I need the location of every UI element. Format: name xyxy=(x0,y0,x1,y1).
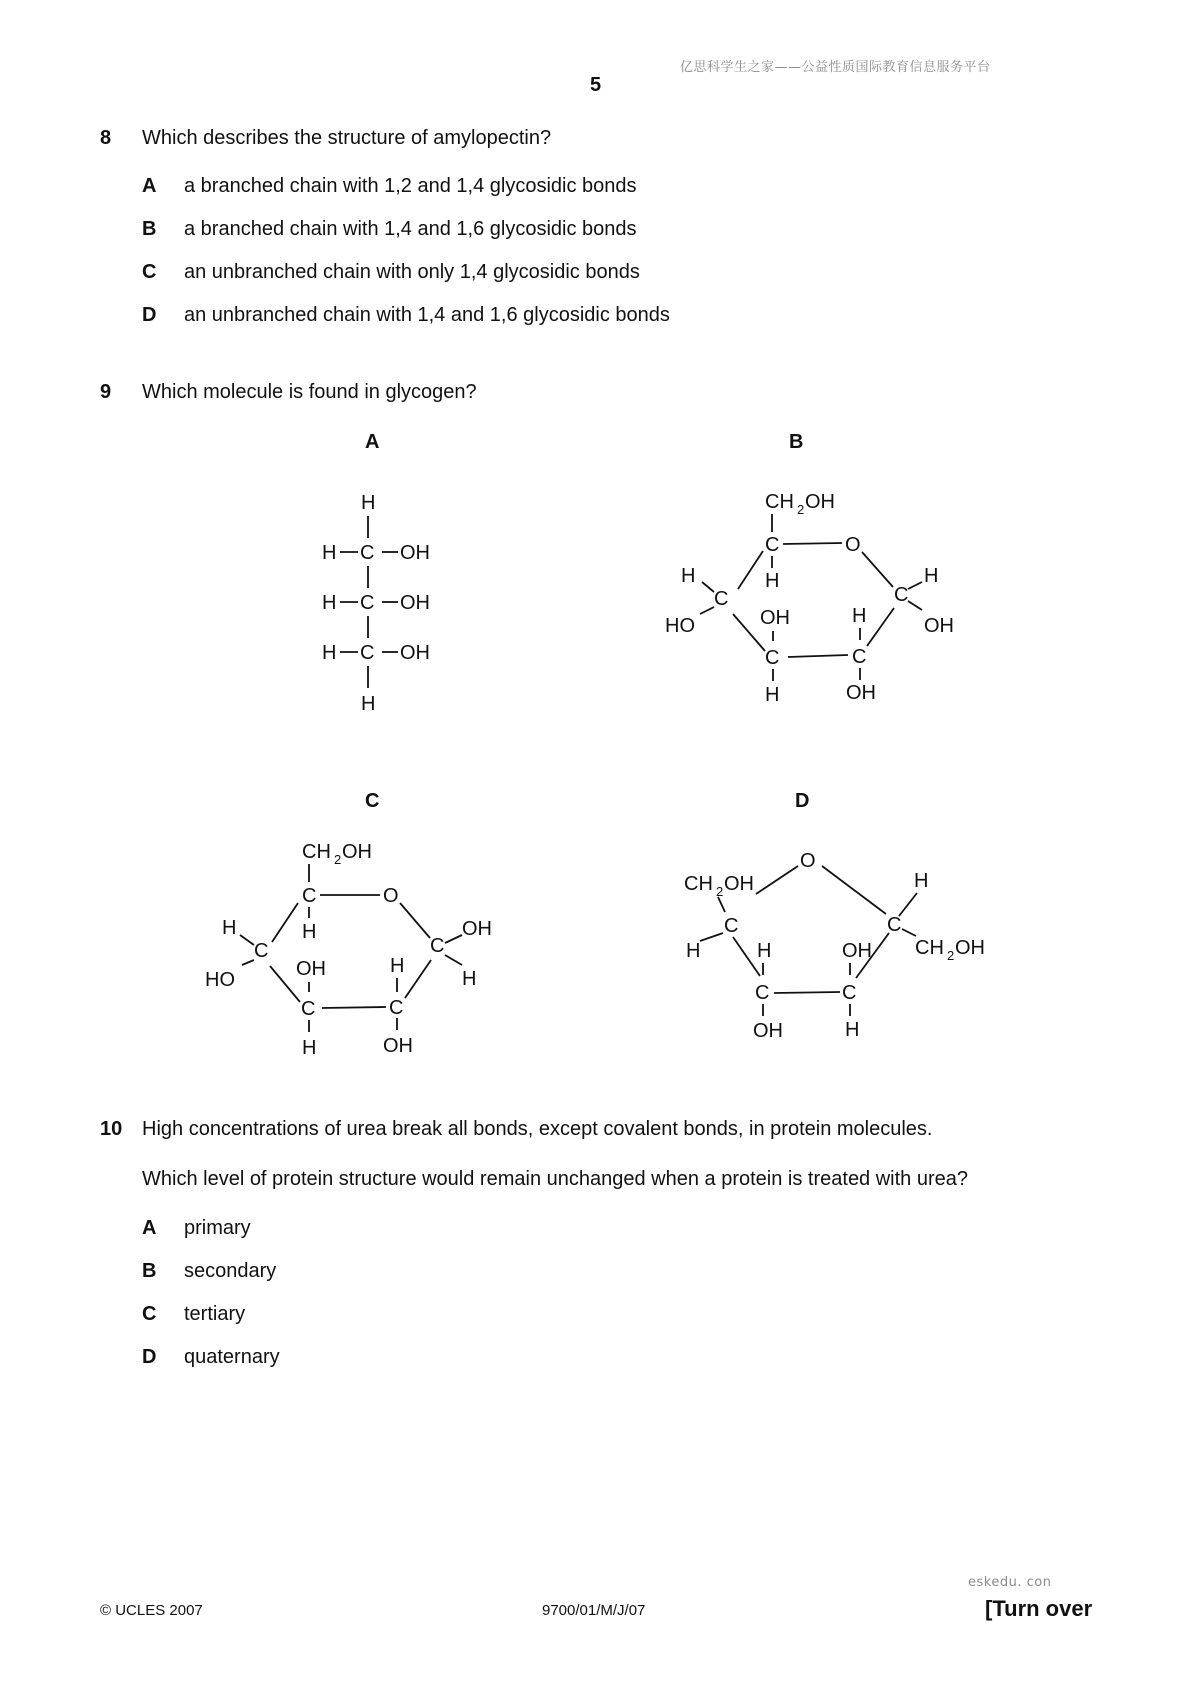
svg-text:O: O xyxy=(383,885,399,907)
svg-text:CH: CH xyxy=(302,841,331,863)
q8-option-a-letter: A xyxy=(142,175,157,197)
structure-c-label: C xyxy=(365,790,380,812)
svg-text:H: H xyxy=(361,693,376,715)
svg-text:H: H xyxy=(681,565,696,587)
svg-text:H: H xyxy=(222,917,237,939)
q10-option-c-letter: C xyxy=(142,1303,157,1325)
structure-b-diagram xyxy=(660,485,970,715)
structure-b-label: B xyxy=(789,431,804,453)
question-8-text: Which describes the structure of amylopectin? xyxy=(142,127,552,149)
svg-text:C: C xyxy=(302,885,317,907)
question-10-text: High concentrations of urea break all bonds, except covalent bonds, in protein molecules. xyxy=(142,1118,933,1140)
q8-option-c-text: an unbranched chain with only 1,4 glycosidic bonds xyxy=(184,261,640,283)
svg-text:H: H xyxy=(686,940,701,962)
svg-text:CH: CH xyxy=(915,937,944,959)
svg-text:H: H xyxy=(322,542,337,564)
svg-text:H: H xyxy=(302,1037,317,1059)
svg-text:H: H xyxy=(914,870,929,892)
q8-option-c-letter: C xyxy=(142,261,157,283)
svg-text:C: C xyxy=(765,534,780,556)
svg-text:H: H xyxy=(462,968,477,990)
svg-text:OH: OH xyxy=(342,841,372,863)
svg-text:OH: OH xyxy=(296,958,326,980)
svg-text:C: C xyxy=(755,982,770,1004)
svg-text:OH: OH xyxy=(400,642,430,664)
svg-text:OH: OH xyxy=(805,491,835,513)
svg-text:OH: OH xyxy=(846,682,876,704)
q8-option-b-letter: B xyxy=(142,218,157,240)
svg-text:OH: OH xyxy=(842,940,872,962)
svg-text:H: H xyxy=(322,592,337,614)
svg-text:HO: HO xyxy=(205,969,235,991)
svg-text:H: H xyxy=(302,921,317,943)
svg-text:2: 2 xyxy=(947,948,955,963)
svg-text:H: H xyxy=(322,642,337,664)
svg-text:OH: OH xyxy=(462,918,492,940)
footer-watermark: eskedu. con xyxy=(968,1575,1052,1590)
svg-text:C: C xyxy=(360,592,375,614)
structure-c-diagram xyxy=(195,835,515,1065)
question-9-number: 9 xyxy=(100,381,112,403)
q8-option-b-text: a branched chain with 1,4 and 1,6 glycosidic bonds xyxy=(184,218,637,240)
svg-text:C: C xyxy=(852,646,867,668)
question-8-number: 8 xyxy=(100,127,112,149)
page-number: 5 xyxy=(590,74,602,96)
question-9-text: Which molecule is found in glycogen? xyxy=(142,381,477,403)
svg-text:H: H xyxy=(765,570,780,592)
svg-text:C: C xyxy=(430,935,445,957)
svg-text:OH: OH xyxy=(383,1035,413,1057)
svg-text:C: C xyxy=(724,915,739,937)
footer-paper-code: 9700/01/M/J/07 xyxy=(542,1602,646,1619)
structure-a-label: A xyxy=(365,431,380,453)
svg-text:OH: OH xyxy=(924,615,954,637)
svg-text:2: 2 xyxy=(716,884,724,899)
svg-text:CH: CH xyxy=(765,491,794,513)
q10-option-a-text: primary xyxy=(184,1217,251,1239)
svg-text:H: H xyxy=(390,955,405,977)
svg-text:C: C xyxy=(842,982,857,1004)
svg-text:C: C xyxy=(765,647,780,669)
q10-option-a-letter: A xyxy=(142,1217,157,1239)
structure-d-diagram xyxy=(680,840,990,1055)
glycerol-structure xyxy=(322,492,430,715)
svg-text:C: C xyxy=(389,997,404,1019)
structure-a-diagram xyxy=(300,480,480,720)
question-10-number: 10 xyxy=(100,1118,123,1140)
structure-d-label: D xyxy=(795,790,810,812)
svg-text:H: H xyxy=(845,1019,860,1041)
footer-copyright: © UCLES 2007 xyxy=(100,1602,203,1619)
q10-option-d-text: quaternary xyxy=(184,1346,280,1368)
svg-text:H: H xyxy=(765,684,780,706)
svg-text:OH: OH xyxy=(955,937,985,959)
svg-text:HO: HO xyxy=(665,615,695,637)
svg-text:2: 2 xyxy=(334,852,342,867)
fructose-structure xyxy=(684,850,985,1042)
svg-text:C: C xyxy=(301,998,316,1020)
svg-text:C: C xyxy=(887,914,902,936)
svg-text:OH: OH xyxy=(753,1020,783,1042)
svg-text:C: C xyxy=(894,584,909,606)
svg-text:OH: OH xyxy=(400,542,430,564)
svg-text:C: C xyxy=(360,542,375,564)
svg-text:CH: CH xyxy=(684,873,713,895)
svg-text:C: C xyxy=(254,940,269,962)
svg-text:C: C xyxy=(714,588,729,610)
svg-text:OH: OH xyxy=(724,873,754,895)
q10-option-b-text: secondary xyxy=(184,1260,277,1282)
q8-option-a-text: a branched chain with 1,2 and 1,4 glycosidic bonds xyxy=(184,175,637,197)
svg-text:OH: OH xyxy=(760,607,790,629)
svg-text:2: 2 xyxy=(797,502,805,517)
question-10-subtext: Which level of protein structure would remain unchanged when a protein is treated with urea? xyxy=(142,1168,969,1190)
q10-option-b-letter: B xyxy=(142,1260,157,1282)
svg-text:OH: OH xyxy=(400,592,430,614)
svg-text:H: H xyxy=(757,940,772,962)
header-watermark: 亿思科学生之家——公益性质国际教育信息服务平台 xyxy=(680,60,991,75)
svg-text:C: C xyxy=(360,642,375,664)
svg-text:H: H xyxy=(852,605,867,627)
q8-option-d-letter: D xyxy=(142,304,157,326)
q10-option-c-text: tertiary xyxy=(184,1303,246,1325)
alpha-glucose-structure xyxy=(205,841,492,1059)
svg-text:O: O xyxy=(800,850,816,872)
beta-glucose-structure xyxy=(665,491,954,706)
svg-text:H: H xyxy=(361,492,376,514)
svg-text:O: O xyxy=(845,534,861,556)
q8-option-d-text: an unbranched chain with 1,4 and 1,6 glycosidic bonds xyxy=(184,304,670,326)
q10-option-d-letter: D xyxy=(142,1346,157,1368)
turn-over-label: [Turn over xyxy=(985,1596,1093,1621)
svg-text:H: H xyxy=(924,565,939,587)
